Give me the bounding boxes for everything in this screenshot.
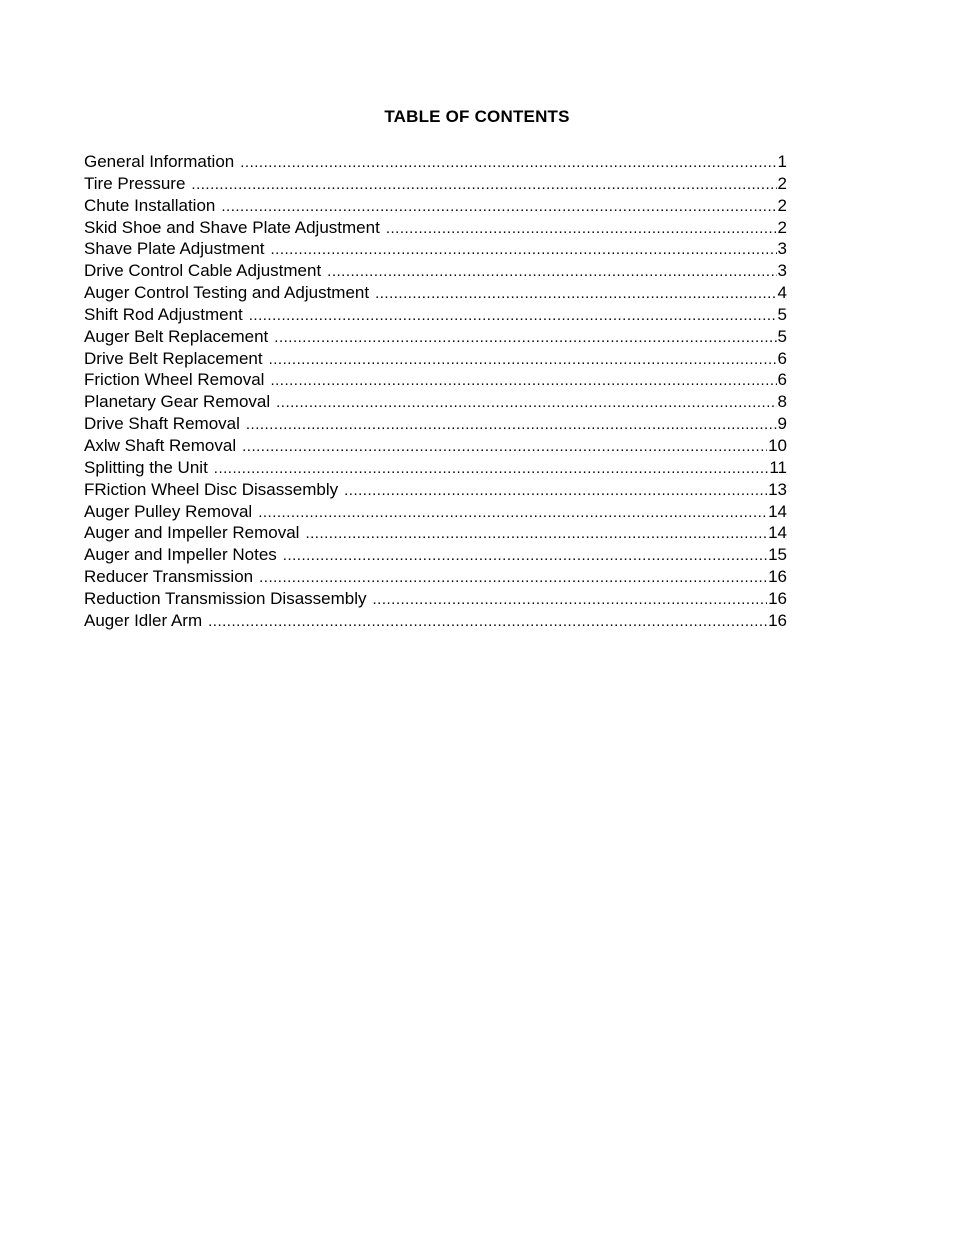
toc-entry bbox=[84, 544, 787, 566]
toc-entry-label: Friction Wheel Removal bbox=[84, 370, 265, 390]
toc-entry bbox=[84, 348, 787, 370]
toc-entry-page: 13 bbox=[768, 479, 787, 499]
toc-entry-page: 5 bbox=[777, 304, 787, 324]
toc-dot-leader bbox=[214, 458, 769, 480]
toc-entry-page: 2 bbox=[777, 217, 787, 237]
toc-dot-leader bbox=[375, 283, 776, 305]
toc-dot-leader bbox=[221, 196, 776, 218]
toc-entry bbox=[84, 282, 787, 304]
toc-entry-page: 6 bbox=[777, 370, 787, 390]
toc-dot-leader bbox=[191, 174, 776, 196]
toc-dot-leader bbox=[259, 567, 767, 589]
toc-entry bbox=[84, 566, 787, 588]
toc-dot-leader bbox=[386, 218, 777, 240]
toc-entry-label: Auger and Impeller Notes bbox=[84, 545, 277, 565]
toc-dot-leader bbox=[258, 502, 767, 524]
toc-dot-leader bbox=[249, 305, 777, 327]
toc-entry bbox=[84, 501, 787, 523]
toc-entry bbox=[84, 522, 787, 544]
toc-entry-page: 4 bbox=[777, 283, 787, 303]
toc-entry-page: 16 bbox=[768, 567, 787, 587]
toc-entry-page: 15 bbox=[768, 545, 787, 565]
toc-entry bbox=[84, 413, 787, 435]
toc-entry-label: Auger Pulley Removal bbox=[84, 501, 253, 521]
toc-entry bbox=[84, 217, 787, 239]
toc-entry-label: Shave Plate Adjustment bbox=[84, 239, 265, 259]
toc-entry-label: Drive Belt Replacement bbox=[84, 348, 263, 368]
toc-entry-label: Axlw Shaft Removal bbox=[84, 435, 237, 455]
toc-dot-leader bbox=[270, 370, 776, 392]
toc-entry-label: FRiction Wheel Disc Disassembly bbox=[84, 479, 339, 499]
toc-entry bbox=[84, 173, 787, 195]
toc-entry-page: 10 bbox=[768, 435, 787, 455]
toc-dot-leader bbox=[283, 545, 767, 567]
toc-dot-leader bbox=[373, 589, 768, 611]
toc-entry bbox=[84, 260, 787, 282]
toc-entry bbox=[84, 369, 787, 391]
toc-entry-page: 11 bbox=[769, 457, 787, 477]
toc-dot-leader bbox=[274, 327, 776, 349]
toc-entry-label: Auger and Impeller Removal bbox=[84, 523, 300, 543]
toc-list bbox=[84, 151, 787, 632]
toc-entry-page: 16 bbox=[768, 610, 787, 630]
toc-entry bbox=[84, 391, 787, 413]
toc-entry-label: Auger Control Testing and Adjustment bbox=[84, 283, 370, 303]
toc-dot-leader bbox=[327, 261, 776, 283]
toc-entry-page: 6 bbox=[777, 348, 787, 368]
toc-entry-label: Drive Control Cable Adjustment bbox=[84, 261, 322, 281]
toc-entry-page: 2 bbox=[777, 173, 787, 193]
toc-entry bbox=[84, 479, 787, 501]
toc-entry-page: 1 bbox=[777, 152, 787, 171]
toc-entry-label: Skid Shoe and Shave Plate Adjustment bbox=[84, 217, 380, 237]
toc-entry-label: Splitting the Unit bbox=[84, 457, 208, 477]
toc-entry-page: 3 bbox=[777, 239, 787, 259]
toc-entry-label: General Information bbox=[84, 152, 235, 171]
toc-entry-page: 2 bbox=[777, 195, 787, 215]
toc-entry-label: Chute Installation bbox=[84, 195, 216, 215]
toc-entry-page: 14 bbox=[768, 523, 787, 543]
toc-entry-label: Reduction Transmission Disassembly bbox=[84, 588, 367, 608]
toc-entry bbox=[84, 435, 787, 457]
toc-entry-label: Tire Pressure bbox=[84, 173, 186, 193]
toc-dot-leader bbox=[208, 611, 767, 633]
toc-entry bbox=[84, 195, 787, 217]
toc-dot-leader bbox=[344, 480, 767, 502]
toc-entry-page: 16 bbox=[768, 588, 787, 608]
toc-dot-leader bbox=[271, 239, 777, 261]
toc-entry-label: Auger Idler Arm bbox=[84, 610, 203, 630]
toc-dot-leader bbox=[246, 414, 777, 436]
toc-entry-label: Shift Rod Adjustment bbox=[84, 304, 243, 324]
toc-dot-leader bbox=[276, 392, 776, 414]
toc-entry-page: 9 bbox=[777, 414, 787, 434]
toc-entry bbox=[84, 457, 787, 479]
toc-entry-page: 8 bbox=[777, 392, 787, 412]
toc-entry-label: Drive Shaft Removal bbox=[84, 414, 240, 434]
toc-dot-leader bbox=[240, 152, 776, 174]
toc-entry-label: Auger Belt Replacement bbox=[84, 326, 269, 346]
toc-dot-leader bbox=[242, 436, 767, 458]
toc-dot-leader bbox=[305, 523, 767, 545]
toc-entry bbox=[84, 304, 787, 326]
toc-entry bbox=[84, 588, 787, 610]
toc-entry bbox=[84, 238, 787, 260]
toc-title: TABLE OF CONTENTS bbox=[384, 107, 570, 126]
toc-entry-page: 5 bbox=[777, 326, 787, 346]
toc-entry-page: 14 bbox=[768, 501, 787, 521]
toc-entry bbox=[84, 610, 787, 632]
toc-entry bbox=[84, 151, 787, 173]
toc-entry-page: 3 bbox=[777, 261, 787, 281]
toc-entry-label: Reducer Transmission bbox=[84, 567, 254, 587]
toc-entry bbox=[84, 326, 787, 348]
toc-entry-label: Planetary Gear Removal bbox=[84, 392, 271, 412]
toc-dot-leader bbox=[269, 349, 777, 371]
